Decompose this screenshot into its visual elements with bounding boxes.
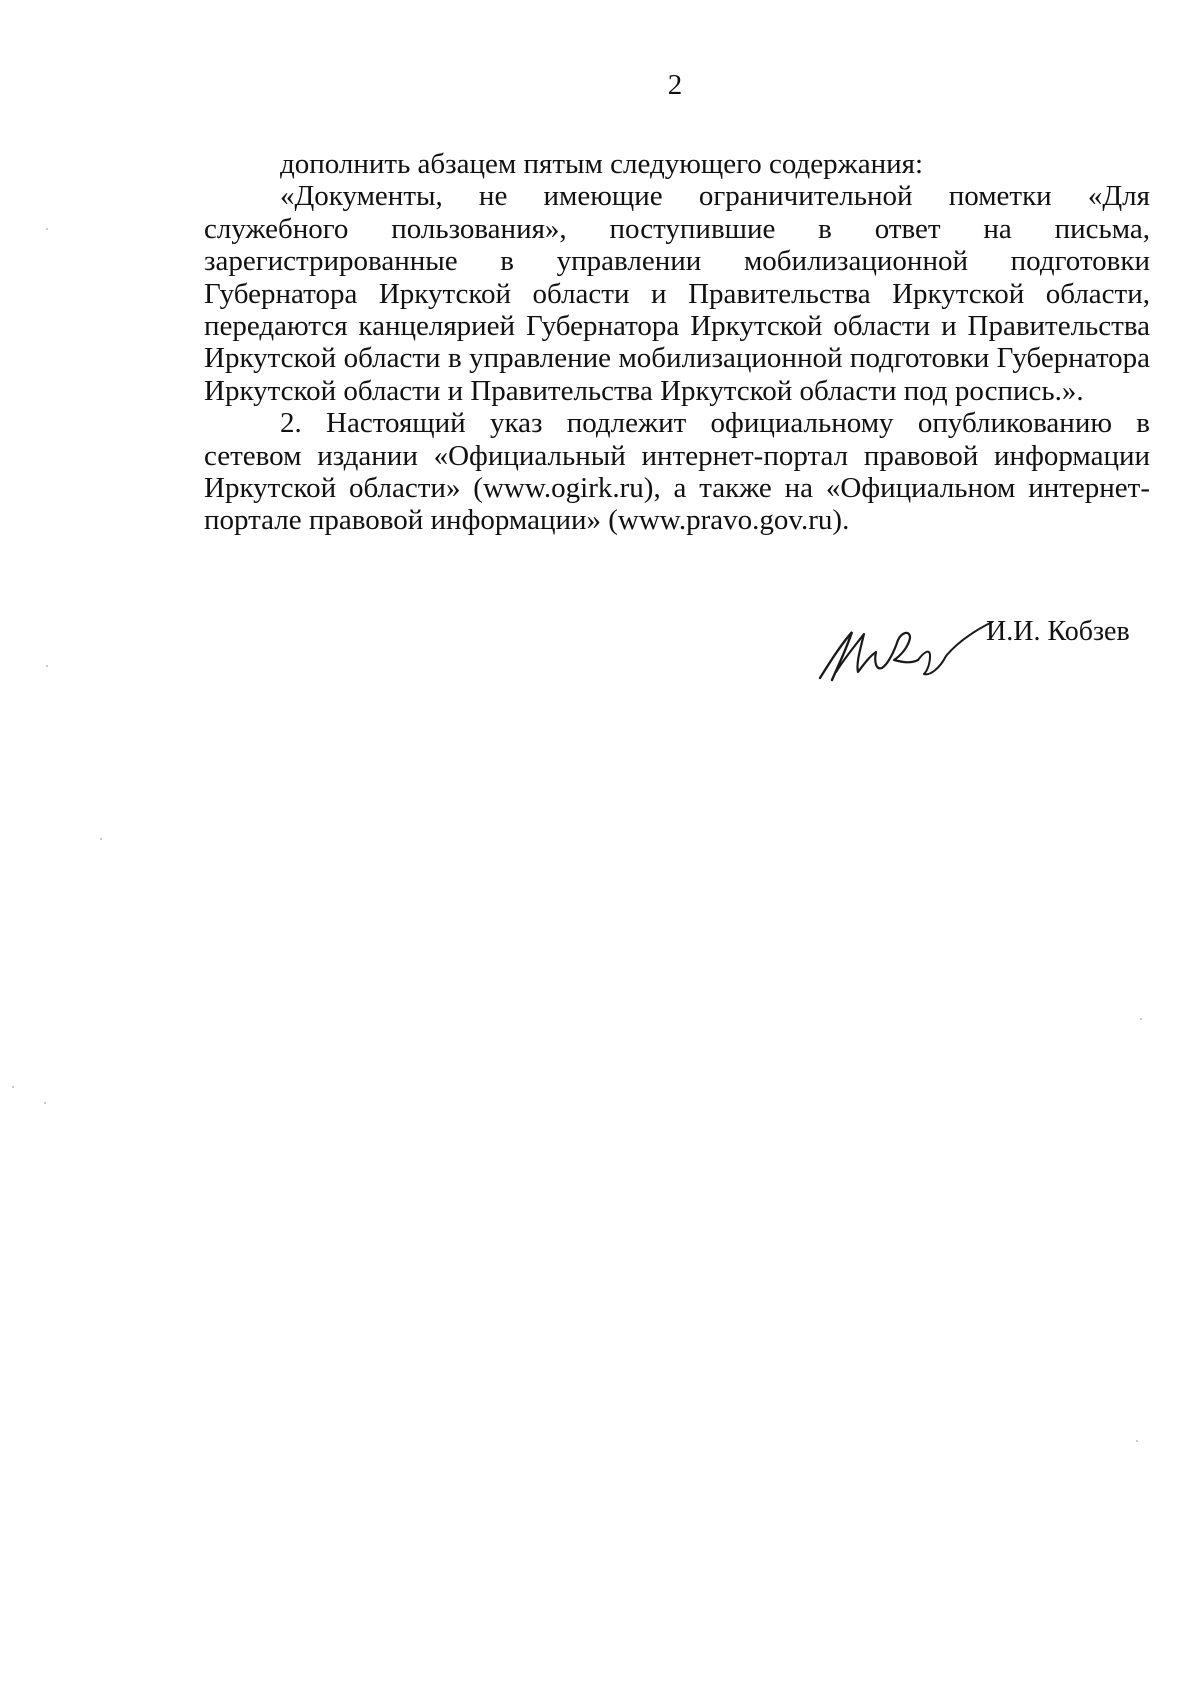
scan-speck bbox=[46, 228, 48, 230]
page-number: 2 bbox=[667, 69, 683, 101]
paragraph-intro: дополнить абзацем пятым следующего содержания: bbox=[280, 148, 923, 180]
scan-speck bbox=[46, 665, 48, 667]
scan-speck bbox=[1140, 1018, 1142, 1020]
scan-speck bbox=[100, 838, 102, 840]
scan-speck bbox=[44, 1102, 46, 1104]
handwritten-signature bbox=[806, 612, 1006, 692]
scan-speck bbox=[1136, 1440, 1138, 1442]
paragraph-quoted-amendment: «Документы, не имеющие ограничительной пометки «Для служебного пользования», поступившие в ответ на письма, зарегистрированные в управлении мобилизационной подготовки Губернатора Иркутской области и Правительства Иркутской области, передаются канцелярией Губернатора Иркутской области и Правительства Иркутской области в управление мобилизационной подготовки Губернатора Иркутской области и Правительства Иркутской области под роспись.». bbox=[204, 180, 1150, 407]
signer-name: И.И. Кобзев bbox=[986, 616, 1130, 647]
signature-block bbox=[806, 612, 1146, 692]
scan-speck bbox=[12, 1086, 14, 1088]
document-body bbox=[204, 148, 1150, 537]
paragraph-publication: 2. Настоящий указ подлежит официальному опубликованию в сетевом издании «Официальный интернет-портал правовой информации Иркутской области» (www.ogirk.ru), а также на «Официальном интернет-портале правовой информации» (www.pravo.gov.ru). bbox=[204, 407, 1150, 537]
